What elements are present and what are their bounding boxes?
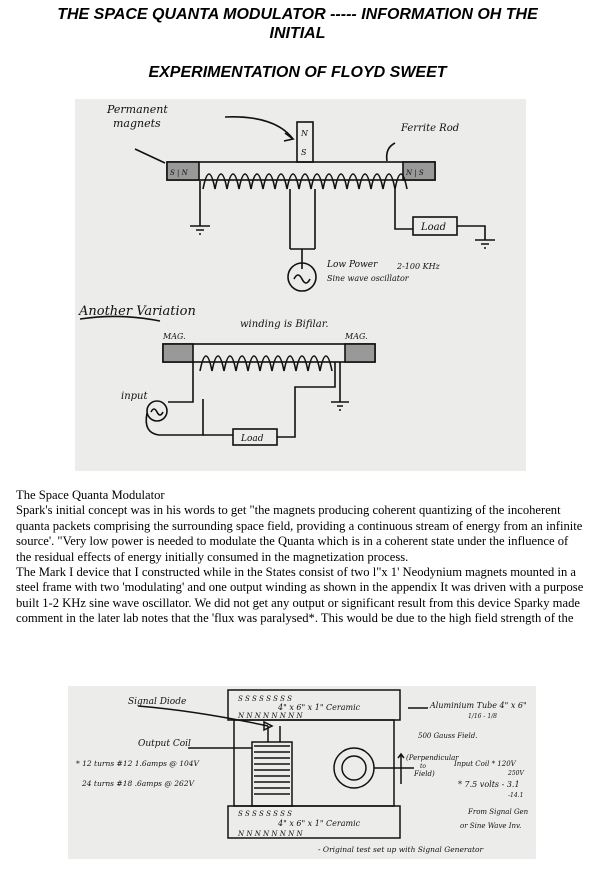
paragraph-1: Spark's initial concept was in his words to get "the magnets producing coherent quantizing of the incoherent quanta packets comprising the surrounding space field, providing a continuous stream of energy from an infinite source'. "Very low power is needed to modulate the Quanta which is in a coherent state under the influence of the residual effects of energy initially consumed in the magnetization process. (16, 503, 583, 564)
ground-bottom (331, 362, 349, 410)
body-text (16, 488, 586, 627)
label-osc1: Low Power (327, 260, 378, 270)
center-lead (290, 189, 315, 269)
label-volts: * 7.5 volts - 3.1 (458, 780, 520, 789)
end-magnet-right-2 (345, 344, 375, 362)
label-ferrite: Ferrite Rod (401, 123, 460, 134)
figure-sketch-2 (68, 686, 536, 859)
label-perp: (Perpendicular (406, 754, 459, 762)
label-permanent: Permanent (107, 103, 168, 116)
label-s: S (301, 148, 307, 157)
title-line-3: EXPERIMENTATION OF FLOYD SWEET (148, 64, 447, 81)
coil-1 (203, 174, 407, 189)
label-sine: or Sine Wave Inv. (460, 822, 522, 830)
figure-sketch-1 (75, 99, 526, 471)
coil-2 (200, 356, 332, 371)
arrow-ferrite (387, 143, 395, 161)
label-winding: winding is Bifilar. (240, 319, 329, 330)
label-mag-right: MAG. (345, 332, 368, 341)
label-volts2: -14.1 (508, 792, 524, 799)
label-s-row-top: S S S S S S S S (238, 695, 292, 703)
label-input: input (121, 391, 148, 402)
aluminium-tube-outer (334, 748, 374, 788)
label-load2: Load (241, 434, 264, 444)
field-arrow (398, 754, 404, 784)
label-ns-right: N | S (406, 169, 424, 177)
label-gauss: 500 Gauss Field. (418, 732, 478, 740)
label-input-val: 250V (508, 770, 524, 777)
label-input-coil: Input Coil * 120V (454, 760, 516, 768)
section-heading: The Space Quanta Modulator (16, 488, 165, 502)
label-original: - Original test set up with Signal Generator (318, 845, 484, 854)
output-coil-windings (254, 746, 290, 794)
sketch-2-drawing (68, 686, 536, 859)
arrow-permanent (225, 117, 293, 139)
label-magnets: magnets (113, 117, 161, 130)
steel-frame (234, 720, 394, 806)
title-line-1: THE SPACE QUANTA MODULATOR ----- INFORMATION OH THE (57, 6, 538, 23)
label-alum-sub: 1/16 - 1/8 (468, 713, 497, 720)
label-s-row-bottom: S S S S S S S S (238, 810, 292, 818)
paragraph-2: The Mark I device that I constructed while in the States consist of two l"x 1' Neodynium magnets mounted in a steel frame with two 'modulating' and one output winding as shown in the appendix It was driven with a purpose built 1-2 KHz sine wave oscillator. We did not get any output or significant result from this device Sparky made comment in the later lab notes that the 'flux was paralysed*. This would be due to the high field strength of the (16, 565, 584, 626)
input-return (146, 399, 203, 435)
input-sine (151, 409, 163, 415)
ground-left (190, 181, 210, 234)
label-osc2: Sine wave oscillator (327, 274, 409, 283)
label-turns12: * 12 turns #12 1.6amps @ 104V (76, 759, 199, 768)
ferrite-rod-1 (167, 162, 435, 180)
load2-return (277, 362, 335, 437)
label-freq: 2-100 KHz (397, 262, 440, 271)
label-mag-left: MAG. (163, 332, 186, 341)
sketch-1-drawing (75, 99, 526, 471)
label-ns-left: S | N (170, 169, 188, 177)
label-from-gen: From Signal Gen (468, 808, 529, 816)
label-ceramic-bottom: 4" x 6" x 1" Ceramic (278, 819, 361, 828)
label-signal-diode: Signal Diode (128, 697, 187, 707)
label-to: to (420, 763, 427, 770)
label-another: Another Variation (79, 304, 196, 319)
right-lead (395, 189, 413, 229)
label-output-coil: Output Coil (138, 739, 191, 749)
title-line-2: INITIAL (269, 25, 326, 42)
ground-right (457, 226, 495, 248)
label-load: Load (421, 222, 447, 233)
label-turns24: 24 turns #18 .6amps @ 262V (82, 779, 195, 788)
label-field: Field) (414, 770, 435, 778)
end-magnet-left-2 (163, 344, 193, 362)
label-n-row-bottom: N N N N N N N N (238, 830, 303, 838)
label-aluminium: Aluminium Tube 4" x 6" (430, 701, 527, 710)
aluminium-tube-inner (342, 756, 366, 780)
arrow-left (135, 149, 165, 163)
label-n: N (301, 129, 308, 138)
sine-symbol (294, 275, 310, 283)
label-ceramic-top: 4" x 6" x 1" Ceramic (278, 703, 361, 712)
input-lead (168, 362, 193, 402)
label-n-row-top: N N N N N N N N (238, 712, 303, 720)
